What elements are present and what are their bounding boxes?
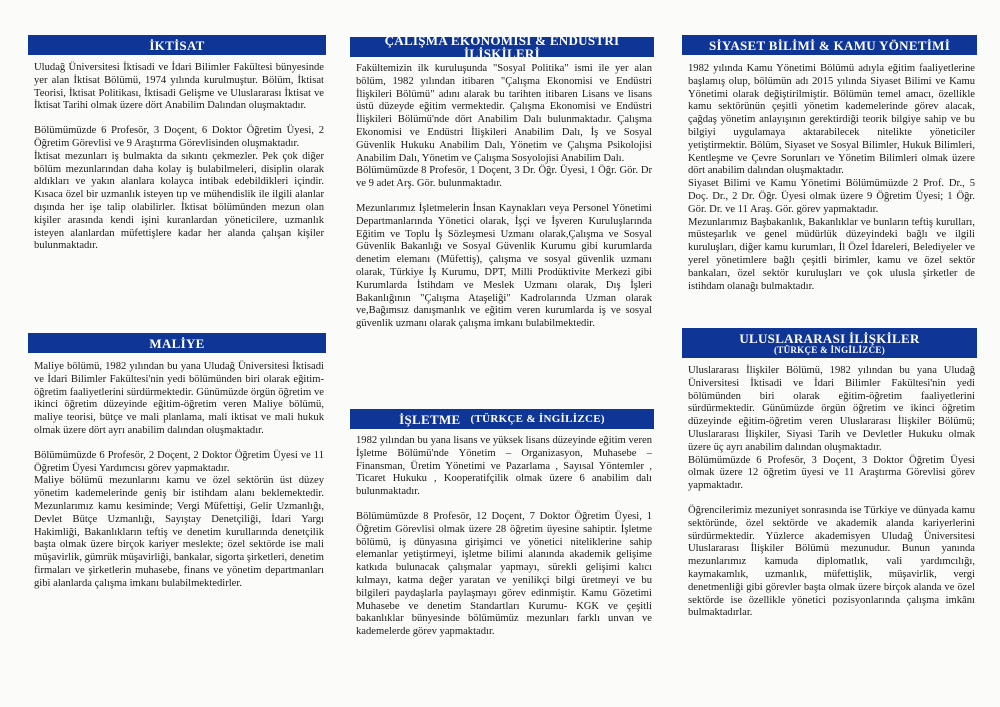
iktisat-paragraph-3: İktisat mezunları iş bulmakta da sıkıntı çekmezler. Pek çok diğer bölüm mezunlarından daha kolay iş bulabilmeleri, disiplin olarak aldıkları ve yakın alanlara kolayca intibak edebildikleri içindir. Kısaca özel bir uzmanlık isteyen tıp ve mühendislik ile ilgili alanlar dışında her işe talip olabilirler. İktisat bölümünden mezun olan kişiler arasında kendi işini kuranlardan yöneticilere, uzmanlık isteyen alanlardan müfettişlere kadar her alanda çalışan kişiler bulunmaktadır. xyxy=(34,150,324,252)
calisma-header xyxy=(350,33,654,61)
siyaset-header xyxy=(682,35,977,55)
calisma-paragraph-2: Bölümümüzde 8 Profesör, 1 Doçent, 3 Dr. Öğr. Üyesi, 1 Öğr. Gör. Dr ve 9 adet Arş. Gör. bulunmaktadır. xyxy=(356,165,652,190)
uluslararasi-header xyxy=(682,328,977,358)
maliye-title: MALİYE xyxy=(149,335,205,351)
siyaset-paragraph-1: 1982 yılında Kamu Yönetimi Bölümü adıyla eğitim faaliyetlerine başlamış olup, bölümün adı 2015 yılında Siyaset Bilimi ve Kamu Yönetimi olarak değiştirilmiştir. Bölümün temel amacı, özellikle kamu sektörünün çeşitli yönetim kademelerinde görev alacak, çağdaş yönetim anlayışının gerektirdiği teorik bilgiye sahip ve bu bilgiyi uygulamaya aktarabilecek nitelikte yöneticiler yetiştirmektir. Bölüm, Siyaset ve Sosyal Bilimler, Hukuk Bilimleri, Kentleşme ve Çevre Sorunları ve Yönetim Bilimleri olmak üzere dört anabilim dalından oluşmaktadır. xyxy=(688,63,975,177)
isletme-header xyxy=(350,409,654,429)
iktisat-body xyxy=(34,62,324,253)
isletme-body xyxy=(356,435,652,639)
isletme-paragraph-2: Bölümümüzde 8 Profesör, 12 Doçent, 7 Doktor Öğretim Üyesi, 1 Öğretim Görevlisi olmak üzere 28 öğretim üyesine sahiptir. İşletme bölümü, iş dünyasına girişimci ve yönetici niteliklerine sahip elemanlar yetiştirmeyi, işletme bilimi alanında akademik gelişime katkıda bulunacak çalışmalar yapmayı, sürekli gelişimi kalıcı kılmayı, katma değer yaratan ve yenilikçi bilgi üretmeyi ve bu bilgileri paydaşlarla paylaşmayı görev edinmiştir. Kamu Gözetimi Muhasebe ve denetim Standartları Kurumu- KGK ve çeşitli bakanlıklar bünyesinde bölümümüz mezunları farklı unvan ve kademelerde görev yapmaktadır. xyxy=(356,510,652,638)
maliye-paragraph-3: Maliye bölümü mezunlarını kamu ve özel sektörün üst düzey yönetim kademelerinde geniş bir istihdam alanı beklemektedir. Mezunlarımız kamu kesiminde; Vergi Müfettişi, Gelir Uzmanlığı, Devlet Bütçe Uzmanlığı, Sayıştay Denetçiliği, İdari Yargı Hakimliği, Bakanlıkların teftiş ve denetim kurullarında denetçilik başta olmak üzere birçok kariyer meslekte; özel sektörde ise mali müşavirlik, gümrük müşavirliği, bankalar, sigorta şirketleri, denetim firmaları ve şirketlerin muhasebe, finans ve yönetim departmanları gibi alanlarda çalışma imkanı bulabilmektedirler. xyxy=(34,475,324,589)
maliye-paragraph-2: Bölümümüzde 6 Profesör, 2 Doçent, 2 Doktor Öğretim Üyesi ve 11 Öğretim Üyesi Yardımcısı görev yapmaktadır. xyxy=(34,449,324,474)
isletme-paragraph-1: 1982 yılından bu yana lisans ve yüksek lisans düzeyinde eğitim veren İşletme Bölümü'nde Yönetim – Organizasyon, Muhasebe – Finansman, Üretim Yönetimi ve Pazarlama , Sayısal Yöntemler , Ticaret Hukuku , Kooperatifçilik olmak üzere 6 anabilim dalı bulunmaktadır. xyxy=(356,435,652,498)
maliye-body xyxy=(34,361,324,591)
calisma-paragraph-1: Fakültemizin ilk kuruluşunda "Sosyal Politika" ismi ile yer alan bölüm, 1982 yılından itibaren "Çalışma Ekonomisi ve Endüstri İlişkileri Bölümü" adını alarak bu tarihten itibaren Lisans ve lisans üstü düzeyde eğitim vermektedir. Çalışma Ekonomisi ve Endüstri İlişkileri Bölümü'nde dört Anabilim Dalı bulunmaktadır. Çalışma Ekonomisi ve Endüstri İlişkileri Anabilim Dalı, İş ve Sosyal Güvenlik Hukuku Anabilim Dalı, Yönetim ve Çalışma Psikolojisi Anabilim Dalı, Yönetim ve Çalışma Sosyolojisi Anabilim Dalı. xyxy=(356,63,652,164)
calisma-paragraph-3: Mezunlarımız İşletmelerin İnsan Kaynakları veya Personel Yönetimi Departmanlarında Yönetici olarak, İşçi ve İşveren Kuruluşlarında Eğitim ve Toplu İş Sözleşmesi Uzmanı olarak,Çalışma ve Sosyal Güvenlik Bakanlığı ve Sosyal Güvenlik Kurumu gibi kurumlarda denetim elemanı (Müfettiş), çalışma ve sosyal güvenlik uzmanı olarak, Türkiye İş Kurumu, DPT, Milli Prodüktivite Merkezi gibi Kurumlarda İstihdam ve Meslek Uzmanı olarak, Dış İşleri Bakanlığının "Çalışma Ataşeliği" Kadrolarında Uzman olarak ve,Bağımsız danışmanlık ve eğitim veren kurumlarda iş ve sosyal güvenlik uzmanı olarak çalışma imkanı bulabilmektedir. xyxy=(356,202,652,330)
siyaset-paragraph-3: Mezunlarımız Başbakanlık, Bakanlıklar ve bunların teftiş kurulları, müsteşarlık ve genel müdürlük düzeyindeki bağlı ve ilgili kuruluşları, diğer kamu kurumları, İl Özel İdareleri, Belediyeler ve yerel yönetimlere bağlı çeşitli birimler, kamu ve özel sektör bankaları, özel sektör kuruluşları ve çok ulusla şirketler de istihdam olanağı bulmaktadır. xyxy=(688,216,975,292)
isletme-title: İŞLETME xyxy=(399,411,461,427)
uluslararasi-body xyxy=(688,365,975,620)
calisma-title: ÇALIŞMA EKONOMİSİ & ENDÜSTRİ İLİŞKİLERİ xyxy=(384,33,620,61)
isletme-language-tag: (TÜRKÇE & İNGİLİZCE) xyxy=(470,412,605,425)
uluslararasi-language-tag: (TÜRKÇE & İNGİLİZCE) xyxy=(773,344,885,355)
siyaset-paragraph-2: Siyaset Bilimi ve Kamu Yönetimi Bölümümüzde 2 Prof. Dr., 5 Doç. Dr., 2 Dr. Öğr. Üyesi olmak üzere 9 Öğretim Üyesi; 1 Öğr. Gör. Dr. ve 11 Araş. Gör. görev yapmaktadır. xyxy=(688,178,975,215)
calisma-body xyxy=(356,63,652,331)
maliye-paragraph-1: Maliye bölümü, 1982 yılından bu yana Uludağ Üniversitesi İktisadi ve İdari Bilimler Fakültesi'nin yedi bölümünden biri olarak eğitim-öğretim faaliyetlerini sürdürmektedir. Günümüzde örgün öğretim ve ikinci öğretim düzeyinde eğitim-öğretim veren Maliye bölümü, maliye teorisi, bütçe ve mali planlama, mali iktisat ve mali hukuk olmak üzere dört ayrı anabilim dalından oluşmaktadır. xyxy=(34,361,324,436)
uluslararasi-paragraph-1: Uluslararası İlişkiler Bölümü, 1982 yılından bu yana Uludağ Üniversitesi İktisadi ve İdari Bilimler Fakültesi'nin yedi bölümünden biri olarak eğitim-öğretim faaliyetlerini sürdürmektedir. Günümüzde örgün öğretim ve ikinci öğretim düzeyinde eğitim-öğretim veren Uluslararası İlişkiler Bölümü; Uluslararası İlişkiler, Siyasi Tarih ve Devletler Hukuku olmak üzere üç ayrı anabilim dalından oluşmaktadır. xyxy=(688,365,975,453)
siyaset-body xyxy=(688,63,975,293)
uluslararasi-title: ULUSLARARASI İLİŞKİLER xyxy=(739,330,920,346)
iktisat-paragraph-2: Bölümümüzde 6 Profesör, 3 Doçent, 6 Doktor Öğretim Üyesi, 2 Öğretim Görevlisi ve 9 Araştırma Görevlisinden oluşmaktadır. xyxy=(34,125,324,149)
uluslararasi-paragraph-2: Bölümümüzde 6 Profesör, 3 Doçent, 3 Doktor Öğretim Üyesi olmak üzere 12 öğretim üyesi ve 11 Araştırma Görevlisi görev yapmaktadır. xyxy=(688,454,975,492)
maliye-header xyxy=(28,333,326,353)
iktisat-header xyxy=(28,35,326,55)
iktisat-paragraph-1: Uludağ Üniversitesi İktisadi ve İdari Bilimler Fakültesi bünyesinde yer alan İktisat Bölümü, 1974 yılında kurulmuştur. Bölüm, İktisat Teorisi, İktisat Politikası, İktisadi Gelişme ve Uluslararası İktisat ve İktisat Tarihi olmak üzere dört Anabilim Dalından oluşmaktadır. xyxy=(34,62,324,112)
uluslararasi-paragraph-3: Öğrencilerimiz mezuniyet sonrasında ise Türkiye ve dünyada kamu sektöründe, özel sektörde ve akademik alanda kariyerlerini sürdürmektedir. Yüzlerce akademisyen Uludağ Üniversitesi Uluslararası İlişkiler Bölümü mezunudur. Bunun yanında mezunlarımız kamuda diplomatlık, vali yardımcılığı, kaymakamlık, uzmanlık, müfettişlik, müşavirlik, vergi denetmenliği gibi görevler başta olmak üzere birçok alanda ve özel sektörde ise özellikle yönetici pozisyonlarında çalışma imkânı bulmaktadırlar. xyxy=(688,504,975,619)
iktisat-title: İKTİSAT xyxy=(149,37,205,53)
siyaset-title: SİYASET BİLİMİ & KAMU YÖNETİMİ xyxy=(708,37,951,53)
